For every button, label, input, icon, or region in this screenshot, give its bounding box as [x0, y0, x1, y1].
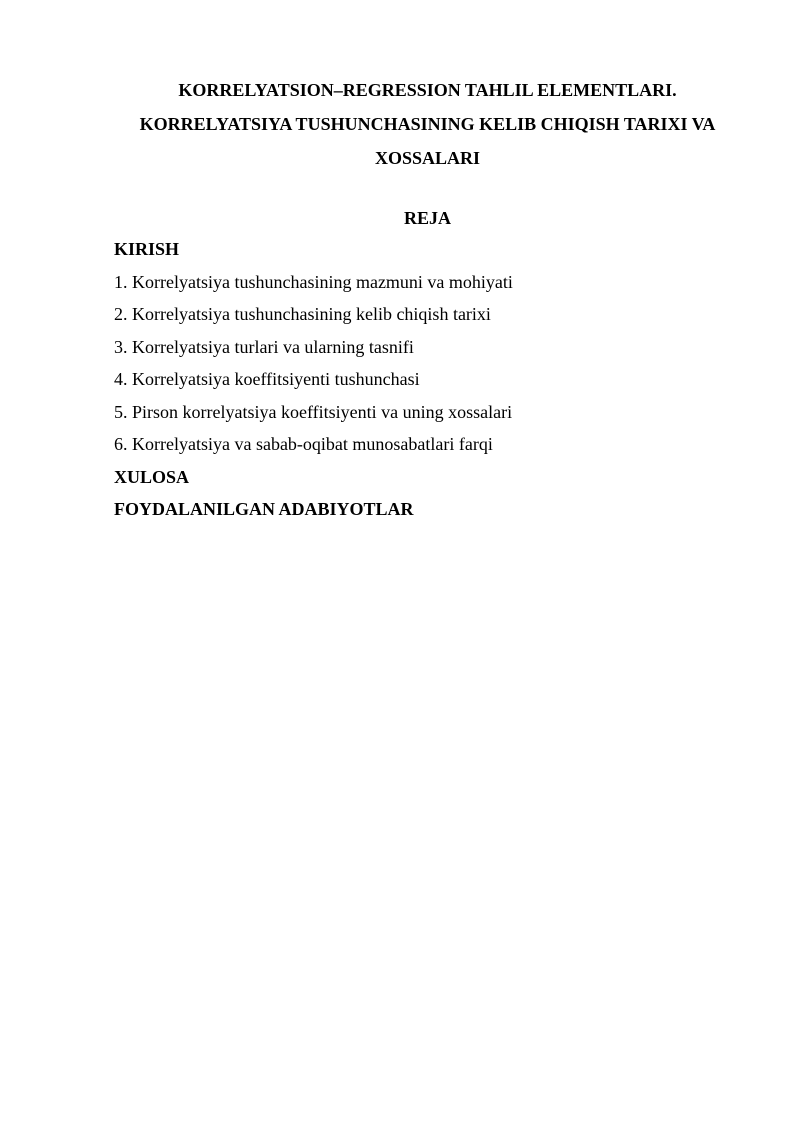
- outline-conclusion: XULOSA: [114, 466, 190, 487]
- outline-item-2: 2. Korrelyatsiya tushunchasining kelib chiqish tarixi: [114, 304, 491, 324]
- outline-item-1: 1. Korrelyatsiya tushunchasining mazmuni va mohiyati: [114, 271, 513, 292]
- title-line-1: KORRELYATSION–REGRESSION TAHLIL ELEMENTLARI.: [178, 80, 677, 100]
- plan-outline: [114, 233, 754, 526]
- outline-item-5: 5. Pirson korrelyatsiya koeffitsiyenti va uning xossalari: [114, 401, 513, 422]
- plan-heading: REJA: [403, 208, 451, 228]
- outline-item-3: 3. Korrelyatsiya turlari va ularning tasnifi: [114, 336, 414, 357]
- outline-item-4: 4. Korrelyatsiya koeffitsiyenti tushunchasi: [114, 369, 420, 389]
- outline-references: FOYDALANILGAN ADABIYOTLAR: [114, 499, 414, 519]
- outline-intro: KIRISH: [114, 239, 180, 259]
- title-line-3: XOSSALARI: [374, 148, 481, 168]
- title-line-2: KORRELYATSIYA TUSHUNCHASINING KELIB CHIQISH TARIXI VA: [139, 114, 716, 134]
- document-title: [100, 73, 755, 175]
- outline-item-6: 6. Korrelyatsiya va sabab-oqibat munosabatlari farqi: [114, 434, 493, 454]
